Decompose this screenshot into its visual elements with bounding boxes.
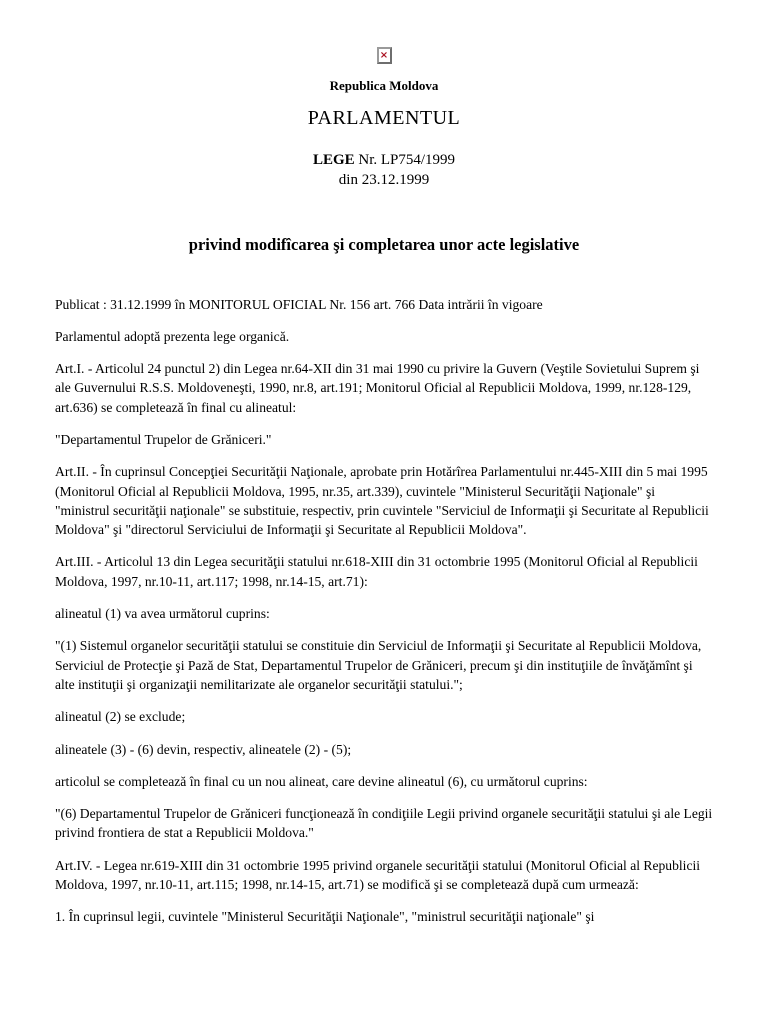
paragraph-art1: Art.I. - Articolul 24 punctul 2) din Legea nr.64-XII din 31 mai 1990 cu privire la Guvern (Veştile Sovietului Suprem şi ale Guvernului R.S.S. Moldoveneşti, 1990, nr.8, art.191; Monitorul Oficial al Republicii Moldova, 1999, nr.128-129, art.636) se completează în final cu alineatul: xyxy=(55,361,700,415)
paragraph-art1-alineat: "Departamentul Trupelor de Grăniceri." xyxy=(55,431,272,447)
law-number: Nr. LP754/1999 xyxy=(358,152,456,168)
paragraph-art3-alineat6-text: "(6) Departamentul Trupelor de Grăniceri funcţionează în condiţiile Legii privind organele securităţii statului şi ale Legii privind frontiera de stat a Republicii Moldova." xyxy=(55,806,713,841)
paragraph-publicat: Publicat : 31.12.1999 în MONITORUL OFICIAL Nr. 156 art. 766 Data intrării în vigoare xyxy=(55,296,543,312)
institution-title: PARLAMENTUL xyxy=(307,107,461,129)
paragraph-art3-alineat1-intro: alineatul (1) va avea următorul cuprins: xyxy=(55,606,270,622)
document-body xyxy=(55,295,713,927)
law-date: din 23.12.1999 xyxy=(338,172,430,189)
broken-image-icon xyxy=(377,47,392,64)
red-x-glyph: × xyxy=(379,49,389,61)
paragraph-art3: Art.III. - Articolul 13 din Legea securităţii statului nr.618-XIII din 31 octombrie 1995 (Monitorul Oficial al Republicii Moldova, 1997, nr.10-11, art.117; 1998, nr.14-15, art.71): xyxy=(55,554,698,589)
paragraph-adoptare: Parlamentul adoptă prezenta lege organică. xyxy=(55,328,290,344)
paragraph-art2: Art.II. - În cuprinsul Concepţiei Securităţii Naţionale, aprobate prin Hotărîrea Parlamentului nr.445-XIII din 5 mai 1995 (Monitorul Oficial al Republicii Moldova, 1995, nr.35, art.339), cuvintele "Ministerul Securităţii Naţionale" şi "ministrul securităţii naţionale" se substituie, respectiv, prin cuvintele "Serviciul de Informaţii şi Securitate al Republicii Moldova" şi "directorul Serviciului de Informaţii şi Securitate al Republicii Moldova". xyxy=(55,464,709,538)
paragraph-art3-alineat1-text: "(1) Sistemul organelor securităţii statului se constituie din Serviciul de Informaţii şi Securitate al Republicii Moldova, Serviciul de Protecţie şi Pază de Stat, Departamentul Trupelor de Grăniceri, precum şi din instituţiile de învăţămînt şi alte instituţii şi organizaţii nemilitarizate ale organelor securităţii statului."; xyxy=(55,638,702,692)
paragraph-art4: Art.IV. - Legea nr.619-XIII din 31 octombrie 1995 privind organele securităţii statului (Monitorul Oficial al Republicii Moldova, 1997, nr.10-11, art.115; 1998, nr.14-15, art.71) se modifică şi se completează după cum urmează: xyxy=(55,857,701,893)
document-title: privind modifîcarea şi completarea unor acte legislative xyxy=(188,234,580,254)
paragraph-art3-alineate36: alineatele (3) - (6) devin, respectiv, alineatele (2) - (5); xyxy=(55,741,352,757)
country-name: Republica Moldova xyxy=(329,78,439,93)
paragraph-art4-punct1: 1. În cuprinsul legii, cuvintele "Ministerul Securităţii Naţionale", "ministrul securităţii naţionale" şi xyxy=(55,909,595,925)
document-header xyxy=(0,46,768,255)
law-label: LEGE xyxy=(312,152,355,168)
law-line xyxy=(0,150,768,170)
paragraph-art3-alineat2: alineatul (2) se exclude; xyxy=(55,709,186,725)
paragraph-art3-completare: articolul se completează în final cu un nou alineat, care devine alineatul (6), cu următorul cuprins: xyxy=(55,773,588,789)
